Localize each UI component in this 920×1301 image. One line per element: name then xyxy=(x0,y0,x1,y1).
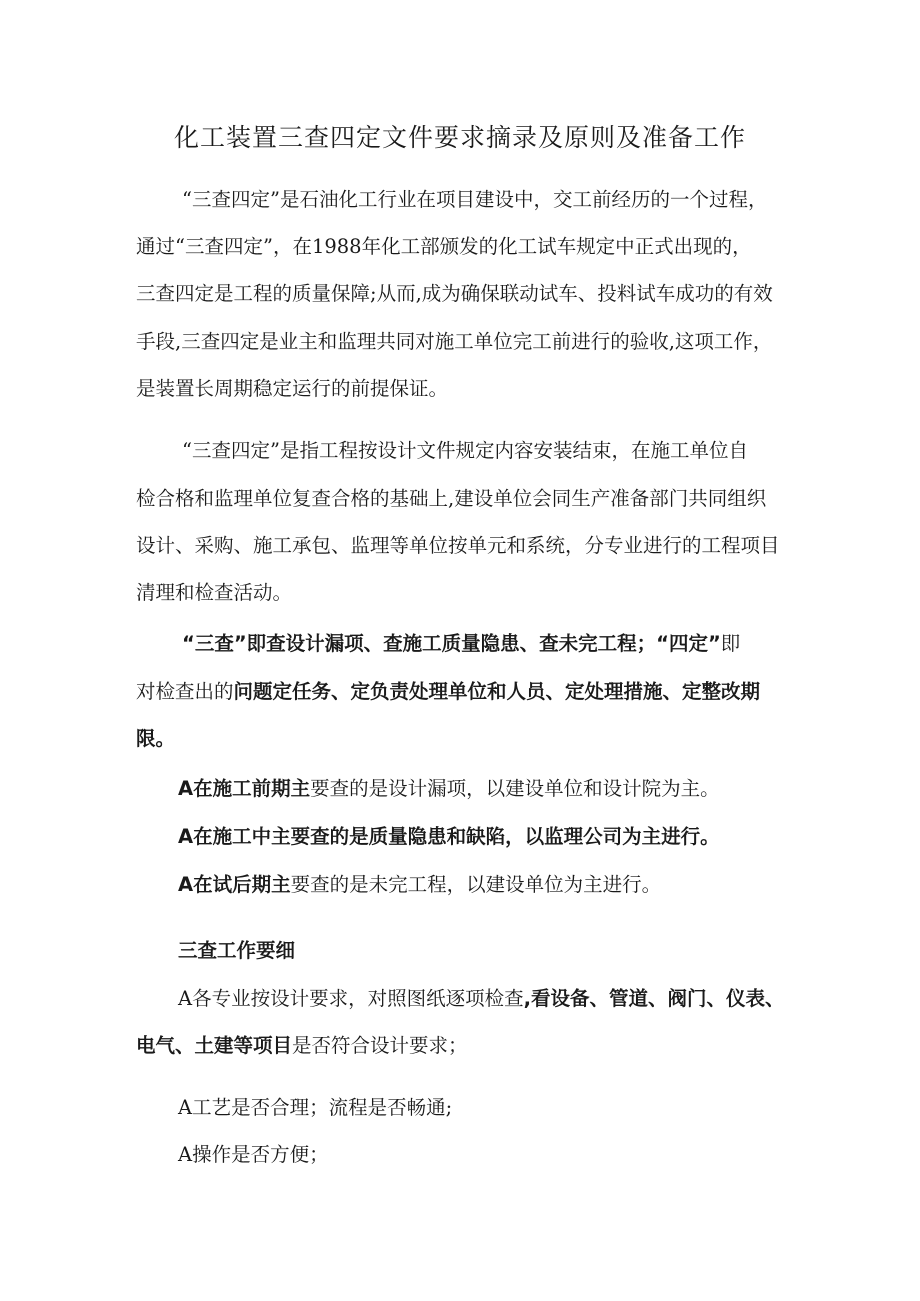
paragraph-line xyxy=(178,870,661,900)
text-segment: “三查四定”是石油化工行业在项目建设中，交工前经历的一个过程， xyxy=(182,188,768,211)
bold-text-segment: A在施工中主要查的是质量隐患和缺陷，以监理公司为主进行。 xyxy=(178,825,720,848)
document-title: 化工装置三查四定文件要求摘录及原则及准备工作 xyxy=(173,123,746,152)
paragraph-line xyxy=(136,327,772,357)
paragraph-line xyxy=(136,484,766,514)
paragraph-line xyxy=(136,531,780,561)
text-segment: 清理和检查活动。 xyxy=(136,581,293,604)
paragraph-line xyxy=(178,984,785,1014)
bold-text-segment: 问题定任务、定负责处理单位和人员、定处理措施、定整改期 xyxy=(233,680,761,703)
paragraph-line xyxy=(178,1093,452,1123)
text-segment: 对检查出的 xyxy=(136,680,234,703)
bold-text-segment: A在施工前期主 xyxy=(178,777,311,800)
text-segment: 是装置长周期稳定运行的前提保证。 xyxy=(136,377,449,400)
paragraph-line xyxy=(136,232,752,262)
text-segment: 即 xyxy=(720,632,741,655)
text-segment: 通过“三查四定”，在1988年化工部颁发的化工试车规定中正式出现的， xyxy=(136,235,752,258)
text-segment: 要查的是设计漏项，以建设单位和设计院为主。 xyxy=(310,777,720,800)
text-segment: 设计、采购、施工承包、监理等单位按单元和系统，分专业进行的工程项目 xyxy=(136,534,780,557)
paragraph-line xyxy=(136,677,760,707)
text-segment: A各专业按设计要求，对照图纸逐项检查 xyxy=(178,987,524,1010)
paragraph-line xyxy=(182,629,740,659)
text-segment: A操作是否方便； xyxy=(178,1143,329,1166)
text-segment: 是否符合设计要求； xyxy=(292,1034,468,1057)
bold-text-segment: 三查工作要细 xyxy=(178,939,296,962)
paragraph-line xyxy=(178,1140,329,1170)
paragraph-line xyxy=(182,185,767,215)
bold-text-segment: A在试后期主 xyxy=(178,873,291,896)
paragraph-line xyxy=(136,724,175,754)
paragraph-line xyxy=(136,1031,468,1061)
text-segment: 检合格和监理单位复查合格的基础上,建设单位会同生产准备部门共同组织 xyxy=(136,487,767,510)
bold-text-segment: “三查”即查设计漏项、查施工质量隐患、查未完工程；“四定” xyxy=(182,632,721,655)
bold-text-segment: 电气、土建等项目 xyxy=(136,1034,293,1057)
paragraph-line xyxy=(136,279,773,309)
paragraph-line xyxy=(178,936,295,966)
paragraph-line xyxy=(182,436,748,466)
text-segment: 三查四定是工程的质量保障;从而,成为确保联动试车、投料试车成功的有效 xyxy=(136,282,773,305)
paragraph-line xyxy=(178,822,720,852)
paragraph-line xyxy=(136,374,448,404)
text-segment: 手段,三查四定是业主和监理共同对施工单位完工前进行的验收,这项工作， xyxy=(136,330,773,353)
text-segment: “三查四定”是指工程按设计文件规定内容安装结束，在施工单位自 xyxy=(182,439,748,462)
paragraph-line xyxy=(178,774,720,804)
bold-text-segment: ,看设备、管道、阀门、仪表、 xyxy=(523,987,785,1010)
bold-text-segment: 限。 xyxy=(136,727,176,750)
text-segment: A工艺是否合理；流程是否畅通; xyxy=(178,1096,453,1119)
text-segment: 要查的是未完工程，以建设单位为主进行。 xyxy=(290,873,662,896)
paragraph-line xyxy=(136,578,292,608)
